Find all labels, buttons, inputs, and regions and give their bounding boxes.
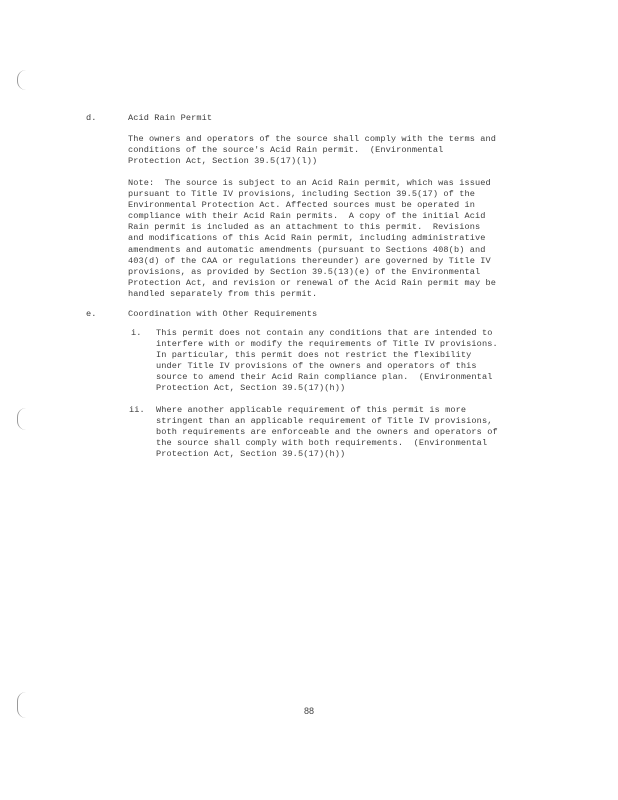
section-e-item-ii-label: ii. — [129, 405, 145, 415]
section-d-title: Acid Rain Permit — [128, 113, 213, 123]
section-e-title: Coordination with Other Requirements — [128, 309, 318, 319]
section-e-item-i-label: i. — [131, 328, 142, 338]
section-d-paragraph: The owners and operators of the source shall comply with the terms and conditions of the source's Acid Rain permit. (Environmental Protection Act, Section 39.5(17)(l)) — [128, 134, 496, 167]
section-e-item-i-text: This permit does not contain any conditions that are intended to interfere with or modify the requirements of Title IV provisions. In particular, this permit does not restrict the flexibility under Title IV provisions of the owners and operators of this source to amend their Acid Rain compliance plan. (Environmental Protection Act, Section 39.5(17)(h)) — [156, 328, 498, 394]
section-e-number: e. — [86, 309, 97, 319]
section-e-item-ii-text: Where another applicable requirement of this permit is more stringent than an applicable requirement of Title IV provisions, both requirements are enforceable and the owners and operators of the source shall comply with both requirements. (Environmental Protection Act, Section 39.5(17)(h)) — [156, 405, 498, 460]
page-number: 88 — [303, 706, 314, 716]
left-margin-binding-mark-top — [17, 70, 26, 90]
left-margin-binding-mark-middle — [17, 408, 26, 430]
section-d-number: d. — [86, 113, 97, 123]
section-d-note: Note: The source is subject to an Acid Rain permit, which was issued pursuant to Title IV provisions, including Section 39.5(17) of the Environmental Protection Act. Affected sources must be operated in compliance with their Acid Rain permits. A copy of the initial Acid Rain permit is included as an attachment to this permit. Revisions and modifications of this Acid Rain permit, including administrative amendments and automatic amendments (pursuant to Sections 408(b) and 403(d) of the CAA or regulations thereunder) are governed by Title IV provisions, as provided by Section 39.5(13)(e) of the Environmental Protection Act, and revision or renewal of the Acid Rain permit may be handled separately from this permit. — [128, 178, 496, 299]
